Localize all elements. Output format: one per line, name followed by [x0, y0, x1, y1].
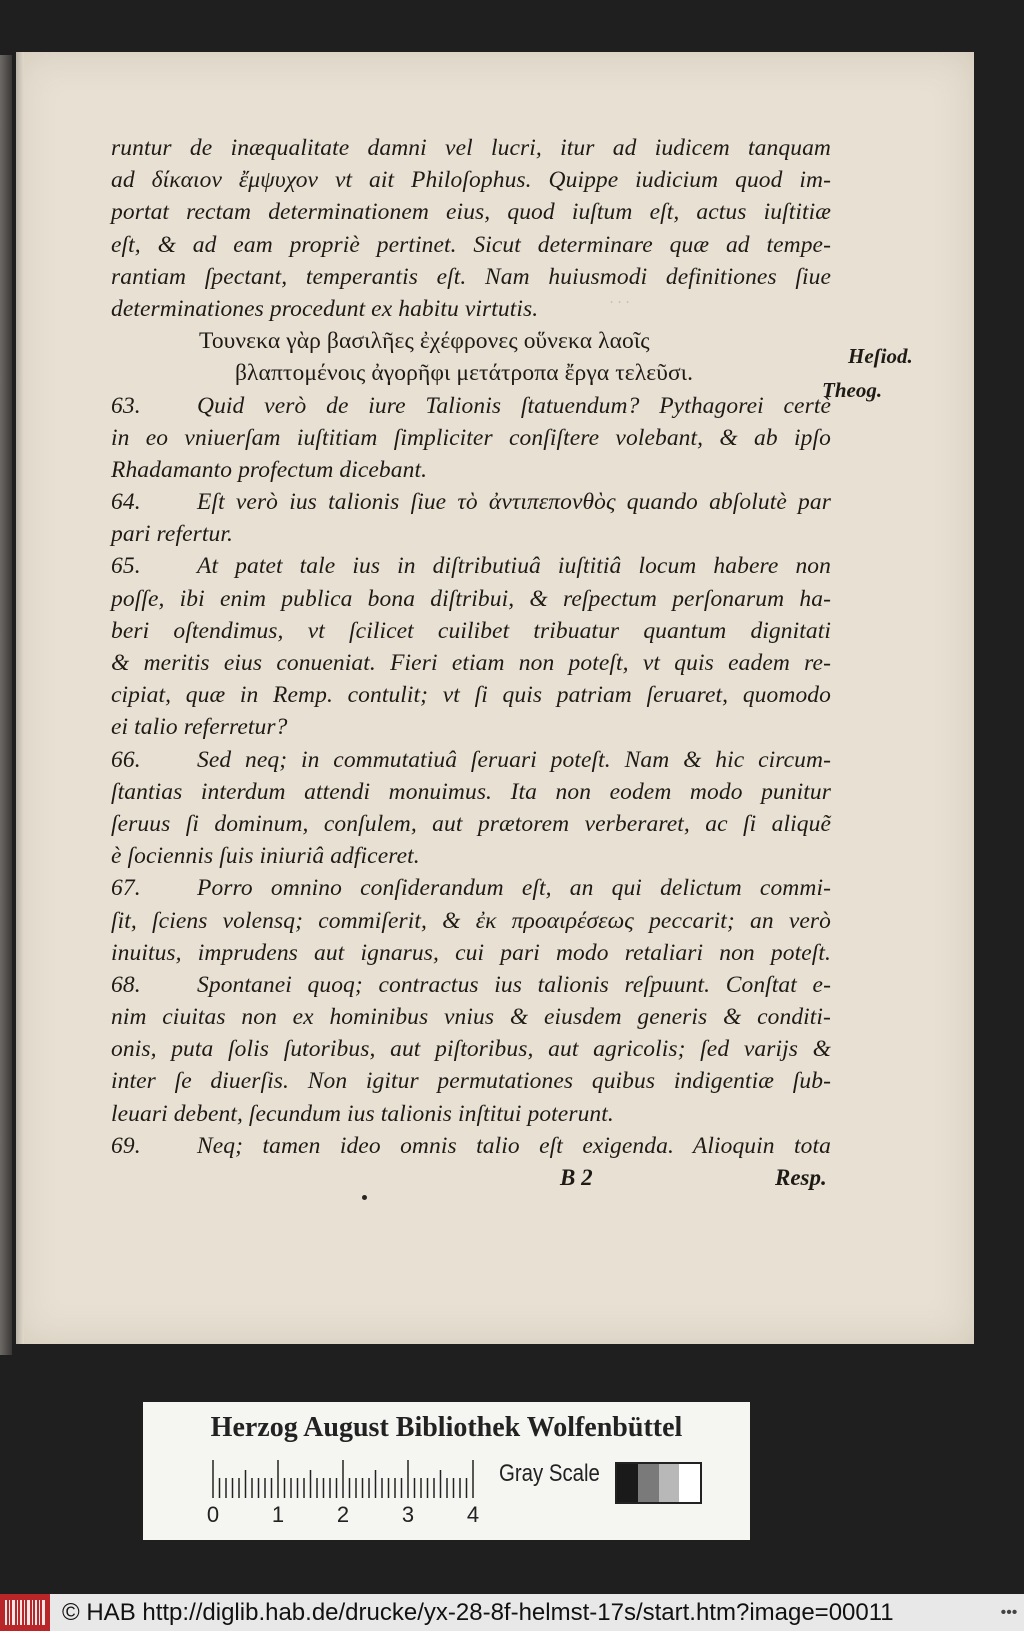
line-text: onis, puta ſolis ſutoribus, aut piſtoribus, aut agricolis; ſed varijs & [111, 1036, 831, 1063]
text-line [111, 583, 831, 615]
ruler-number: 2 [336, 1502, 350, 1527]
paragraph-number: 65. [111, 553, 141, 580]
text-line [111, 357, 831, 389]
line-text: ſtantias interdum attendi monuimus. Ita non eodem modo punitur [111, 778, 831, 805]
line-text: inter ſe diuerſis. Non igitur permutationes quibus indigentiæ ſub- [111, 1068, 831, 1095]
line-text: Eſt verò ius talionis ſiue τὸ ἀντιπεπονθὸς quando abſolutè par [197, 489, 831, 516]
text-line [111, 550, 831, 582]
line-text: ei talio referretur? [111, 714, 288, 741]
gray-swatch [617, 1464, 638, 1502]
text-line [111, 937, 831, 969]
line-text: runtur de inæqualitate damni vel lucri, itur ad iudicem tanquam [111, 135, 831, 161]
ruler-number: 0 [206, 1502, 220, 1527]
text-line [111, 615, 831, 647]
text-line [111, 647, 831, 679]
line-text: cipiat, quæ in Remp. contulit; vt ſi quis patriam ſeruaret, quomodo [111, 682, 831, 709]
line-text: & meritis eius conueniat. Fieri etiam non poteſt, vt quis eadem re- [111, 650, 831, 676]
line-text: ſeruus ſi dominum, conſulem, aut prætorem verberaret, ac ſi aliquẽ [111, 810, 831, 837]
text-line [111, 229, 831, 261]
text-line [111, 454, 831, 486]
color-calibration-card [143, 1402, 750, 1540]
paragraph-number: 63. [111, 392, 141, 419]
paragraph-number: 68. [111, 971, 141, 998]
line-text: eſt, & ad eam propriè pertinet. Sicut determinare quæ ad tempe- [111, 231, 831, 258]
line-text: è ſociennis ſuis iniuriâ adficeret. [111, 843, 420, 870]
text-line [111, 1130, 831, 1162]
line-text: beri oſtendimus, vt ſcilicet cuilibet tribuatur quantum dignitati [111, 617, 831, 644]
text-line [111, 969, 831, 1001]
line-text: pari refertur. [111, 521, 233, 548]
ruler-number: 4 [466, 1502, 480, 1527]
text-line [111, 196, 831, 228]
text-line [111, 325, 831, 357]
text-line [111, 872, 831, 904]
status-bar [0, 1594, 1024, 1631]
line-text: in eo vniuerſam iuſtitiam ſimpliciter conſiſtere volebant, & ab ipſo [111, 424, 831, 451]
page-text [111, 132, 831, 1162]
line-text: Porro omnino conſiderandum eſt, an qui delictum commi- [197, 875, 831, 902]
text-line [111, 1065, 831, 1097]
gray-scale-swatch [615, 1462, 702, 1504]
text-line [111, 261, 831, 293]
line-text: portat rectam determinationem eius, quod iuſtum eſt, actus iuſtitiæ [111, 199, 831, 226]
line-text: poſſe, ibi enim publica bona diſtribui, & reſpectum perſonarum ha- [111, 585, 831, 612]
text-line [111, 711, 831, 743]
line-text: inuitus, imprudens aut ignarus, cui pari modo retaliari non poteſt. [111, 939, 831, 966]
ink-spot [362, 1195, 367, 1200]
line-text: Sed neq; in commutatiuâ ſeruari poteſt. Nam & hic circum- [197, 746, 831, 773]
paragraph-number: 64. [111, 489, 141, 516]
text-line [111, 422, 831, 454]
barcode-icon [0, 1594, 50, 1631]
bleed-through: . . . [610, 290, 630, 307]
paragraph-number: 66. [111, 746, 141, 773]
catchword: Resp. [775, 1165, 827, 1190]
text-line [111, 1033, 831, 1065]
ruler-number: 1 [271, 1502, 285, 1527]
text-line [111, 164, 831, 196]
line-text: βλαπτομένοις ἀγορῆφι μετάτροπα ἔργα τελεῦσι. [235, 360, 694, 387]
paragraph-number: 69. [111, 1132, 141, 1159]
line-text: leuari debent, ſecundum ius talionis inſtitui poterunt. [111, 1100, 614, 1127]
text-line [111, 808, 831, 840]
line-text: Rhadamanto profectum dicebant. [111, 456, 428, 483]
ruler-scale [211, 1460, 479, 1498]
text-line [111, 1001, 831, 1033]
line-text: rantiam ſpectant, temperantis eſt. Nam huiusmodi definitiones ſiue [111, 263, 831, 290]
text-line [111, 1098, 831, 1130]
line-text: Quid verò de iure Talionis ſtatuendum? Pythagorei certè [197, 392, 831, 419]
line-text: Spontanei quoq; contractus ius talionis reſpuunt. Conſtat e- [197, 971, 831, 998]
text-line [111, 486, 831, 518]
text-line [111, 905, 831, 937]
gray-swatch [638, 1464, 659, 1502]
line-text: Neq; tamen ideo omnis talio eſt exigenda. Alioquin tota [197, 1132, 831, 1159]
gray-swatch [679, 1464, 700, 1502]
text-line [111, 293, 831, 325]
gray-scale-label: Gray Scale [499, 1460, 600, 1487]
text-line [111, 679, 831, 711]
text-line [111, 840, 831, 872]
ruler-number: 3 [401, 1502, 415, 1527]
library-name: Herzog August Bibliothek Wolfenbüttel [210, 1412, 683, 1443]
copyright-url[interactable]: © HAB http://diglib.hab.de/drucke/yx-28-8f-helmst-17s/start.htm?image=00011 [62, 1598, 894, 1626]
margin-note-theog: Theog. [822, 378, 883, 402]
more-options-icon[interactable]: ••• [1000, 1603, 1018, 1621]
line-text: determinationes procedunt ex habitu virtutis. [111, 295, 539, 322]
gray-swatch [659, 1464, 680, 1502]
page-edge [16, 52, 24, 1344]
line-text: ad δίκαιον ἔμψυχον vt ait Philoſophus. Quippe iudicium quod im- [111, 167, 831, 194]
line-text: ſit, ſciens volensq; commiſerit, & ἐκ προαιρέσεως peccarit; an verò [111, 907, 831, 934]
line-text: nim ciuitas non ex hominibus vnius & eiusdem generis & conditi- [111, 1004, 831, 1031]
line-text: Τουνεκα γὰρ βασιλῆες ἐχέφρονες οὕνεκα λαοῖς [199, 328, 650, 355]
signature-mark: B 2 [560, 1165, 593, 1190]
text-line [111, 390, 831, 422]
text-line [111, 518, 831, 550]
text-line [111, 776, 831, 808]
book-spine [0, 55, 12, 1355]
paragraph-number: 67. [111, 875, 141, 902]
text-line [111, 744, 831, 776]
text-line [111, 132, 831, 164]
line-text: At patet tale ius in diſtributiuâ iuſtitiâ locum habere non [197, 553, 831, 580]
margin-note-hesiod: Heſiod. [848, 344, 913, 368]
